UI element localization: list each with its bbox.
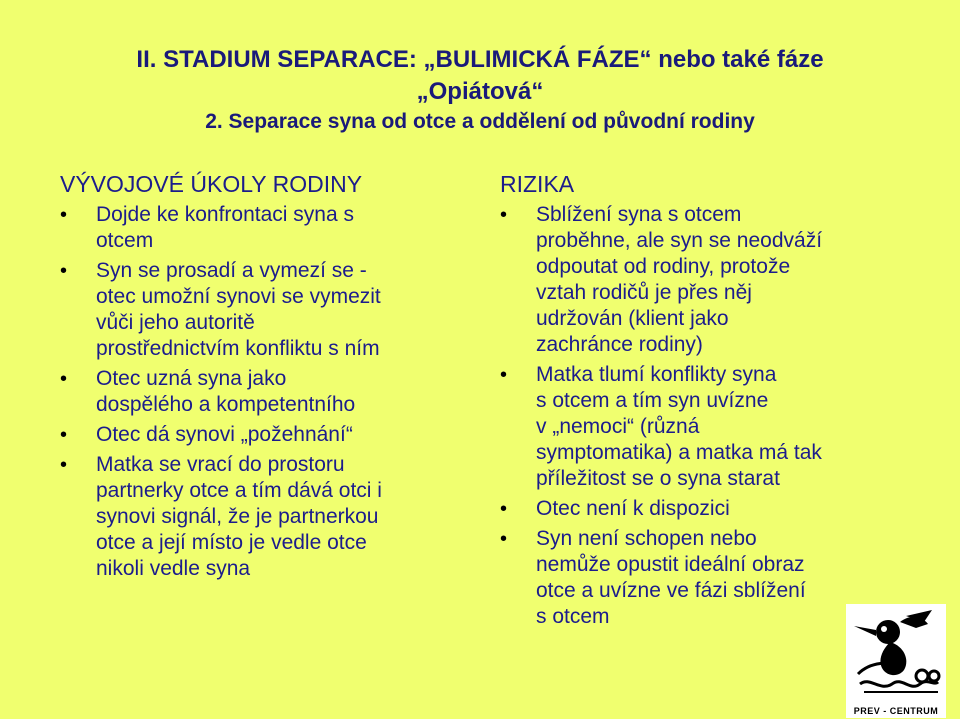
list-item <box>60 202 470 254</box>
list-item <box>500 362 920 492</box>
list-item-text: Dojde ke konfrontaci syna s otcem <box>96 203 354 252</box>
bird-logo-icon <box>846 604 946 700</box>
list-item <box>60 366 470 418</box>
list-item <box>60 422 470 448</box>
title-line-1: II. STADIUM SEPARACE: „BULIMICKÁ FÁZE“ nebo také fáze <box>136 46 824 73</box>
list-item <box>500 202 920 358</box>
list-item <box>60 452 470 582</box>
right-list <box>500 202 920 630</box>
prev-centrum-logo <box>846 604 946 718</box>
page-title <box>60 44 900 108</box>
list-item-text: Syn není schopen nebo nemůže opustit ideální obraz otce a uvízne ve fázi sblížení s otcem <box>536 527 806 628</box>
title-line-2: „Opiátová“ <box>416 78 544 105</box>
list-item <box>60 258 470 362</box>
left-column <box>60 170 470 586</box>
left-list <box>60 202 470 582</box>
right-heading: RIZIKA <box>500 171 575 197</box>
list-item-text: Matka se vrací do prostoru partnerky otce a tím dává otci i synovi signál, že je partnerkou otce a její místo je vedle otce nikoli vedle syna <box>96 453 382 580</box>
page-subtitle: 2. Separace syna od otce a oddělení od původní rodiny <box>205 110 755 133</box>
logo-text: PREV - CENTRUM <box>853 706 939 716</box>
list-item-text: Sblížení syna s otcem proběhne, ale syn se neodváží odpoutat od rodiny, protože vztah rodičů je přes něj udržován (klient jako zachránce rodiny) <box>536 203 823 356</box>
list-item <box>500 496 920 522</box>
list-item-text: Matka tlumí konflikty syna s otcem a tím syn uvízne v „nemoci“ (různá symptomatika) a matka má tak příležitost se o syna starat <box>536 363 822 490</box>
left-heading: VÝVOJOVÉ ÚKOLY RODINY <box>60 171 363 197</box>
list-item-text: Otec uzná syna jako dospělého a kompetentního <box>96 367 356 416</box>
list-item-text: Otec není k dispozici <box>536 497 730 520</box>
list-item-text: Syn se prosadí a vymezí se - otec umožní synovi se vymezit vůči jeho autoritě prostřednictvím konfliktu s ním <box>96 259 381 360</box>
list-item-text: Otec dá synovi „požehnání“ <box>96 423 353 446</box>
right-column <box>500 170 920 634</box>
